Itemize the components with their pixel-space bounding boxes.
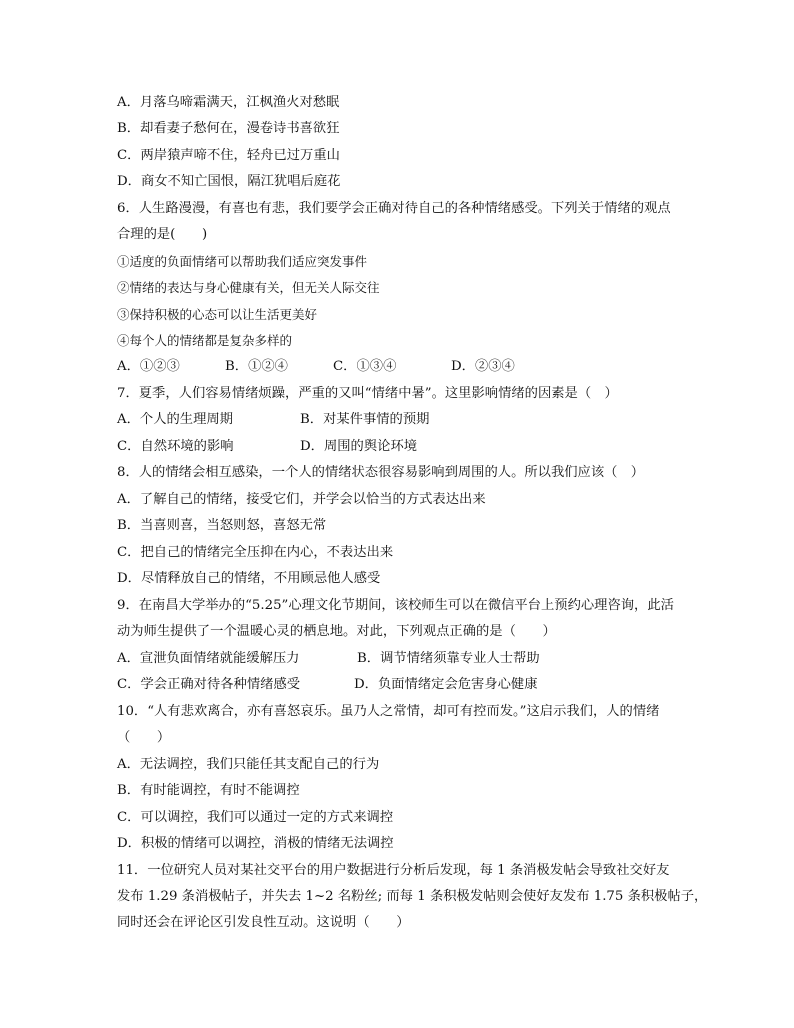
q9-options-row2 (117, 676, 538, 694)
q6-option-d: D．②③④ (451, 359, 515, 374)
q10-stem-line1: 10．“人有悲欢离合，亦有喜怒哀乐。虽乃人之常情，却可有控而发。”这启示我们，人的情绪 (117, 704, 660, 719)
q6-statement-3: ③保持积极的心态可以让生活更美好 (117, 307, 318, 322)
q8-option-b: B．当喜则喜，当怒则怒，喜怒无常 (117, 518, 327, 533)
q9-stem-line1: 9．在南昌大学举办的“5.25”心理文化节期间，该校师生可以在微信平台上预约心理咨询，此活 (117, 598, 674, 613)
q7-option-d: D．周围的舆论环境 (300, 439, 418, 454)
q9-option-b: B．调节情绪须靠专业人士帮助 (357, 651, 540, 666)
q7-options-row2 (117, 438, 417, 456)
q7-stem: 7．夏季，人们容易情绪烦躁，严重的又叫“情绪中暑”。这里影响情绪的因素是（ ） (117, 386, 618, 401)
q5-option-b: B．却看妻子愁何在，漫卷诗书喜欲狂 (117, 121, 340, 136)
q7-option-c: C．自然环境的影响 (117, 439, 234, 454)
q8-option-c: C．把自己的情绪完全压抑在内心，不表达出来 (117, 545, 394, 560)
q6-option-a: A．①②③ (117, 359, 180, 374)
q7-options-row1 (117, 411, 429, 429)
q6-stem-line1: 6．人生路漫漫，有喜也有悲，我们要学会正确对待自己的各种情绪感受。下列关于情绪的观点 (117, 201, 671, 216)
q10-stem-line2: （ ） (117, 730, 171, 745)
q7-option-b: B．对某件事情的预期 (300, 412, 430, 427)
q8-option-d: D．尽情释放自己的情绪，不用顾忌他人感受 (117, 571, 381, 586)
q8-stem: 8．人的情绪会相互感染，一个人的情绪状态很容易影响到周围的人。所以我们应该（ ） (117, 465, 645, 480)
q9-option-c: C．学会正确对待各种情绪感受 (117, 677, 301, 692)
q11-stem-line2: 发布 1.29 条消极帖子，并失去 1~2 名粉丝; 而每 1 条积极发帖则会使好友发布 1.75 条积极帖子， (117, 889, 708, 904)
q5-option-a: A．月落乌啼霜满天，江枫渔火对愁眠 (117, 95, 340, 110)
q7-option-a: A．个人的生理周期 (117, 412, 233, 427)
q11-stem-line3: 同时还会在评论区引发良性互动。这说明（ ） (117, 915, 410, 930)
q5-option-d: D．商女不知亡国恨，隔江犹唱后庭花 (117, 174, 341, 189)
q6-options-row (117, 358, 515, 376)
q6-statement-1: ①适度的负面情绪可以帮助我们适应突发事件 (117, 254, 368, 269)
q9-option-d: D．负面情绪定会危害身心健康 (354, 677, 538, 692)
q6-statement-2: ②情绪的表达与身心健康有关，但无关人际交往 (117, 280, 380, 295)
q9-options-row1 (117, 650, 540, 668)
q6-stem-line2: 合理的是( ) (117, 227, 208, 242)
q11-stem-line1: 11．一位研究人员对某社交平台的用户数据进行分析后发现，每 1 条消极发帖会导致社交好友 (117, 863, 670, 878)
q8-option-a: A．了解自己的情绪，接受它们，并学会以恰当的方式表达出来 (117, 492, 486, 507)
q9-stem-line2: 动为师生提供了一个温暖心灵的栖息地。对此，下列观点正确的是（ ） (117, 624, 556, 639)
q6-statement-4: ④每个人的情绪都是复杂多样的 (117, 333, 293, 348)
q6-option-b: B．①②④ (225, 359, 288, 374)
q6-option-c: C．①③④ (333, 359, 397, 374)
q9-option-a: A．宣泄负面情绪就能缓解压力 (117, 651, 300, 666)
q10-option-c: C．可以调控，我们可以通过一定的方式来调控 (117, 810, 394, 825)
q10-option-b: B．有时能调控，有时不能调控 (117, 783, 300, 798)
q10-option-d: D．积极的情绪可以调控，消极的情绪无法调控 (117, 836, 394, 851)
q5-option-c: C．两岸猿声啼不住，轻舟已过万重山 (117, 148, 340, 163)
q10-option-a: A．无法调控，我们只能任其支配自己的行为 (117, 757, 380, 772)
